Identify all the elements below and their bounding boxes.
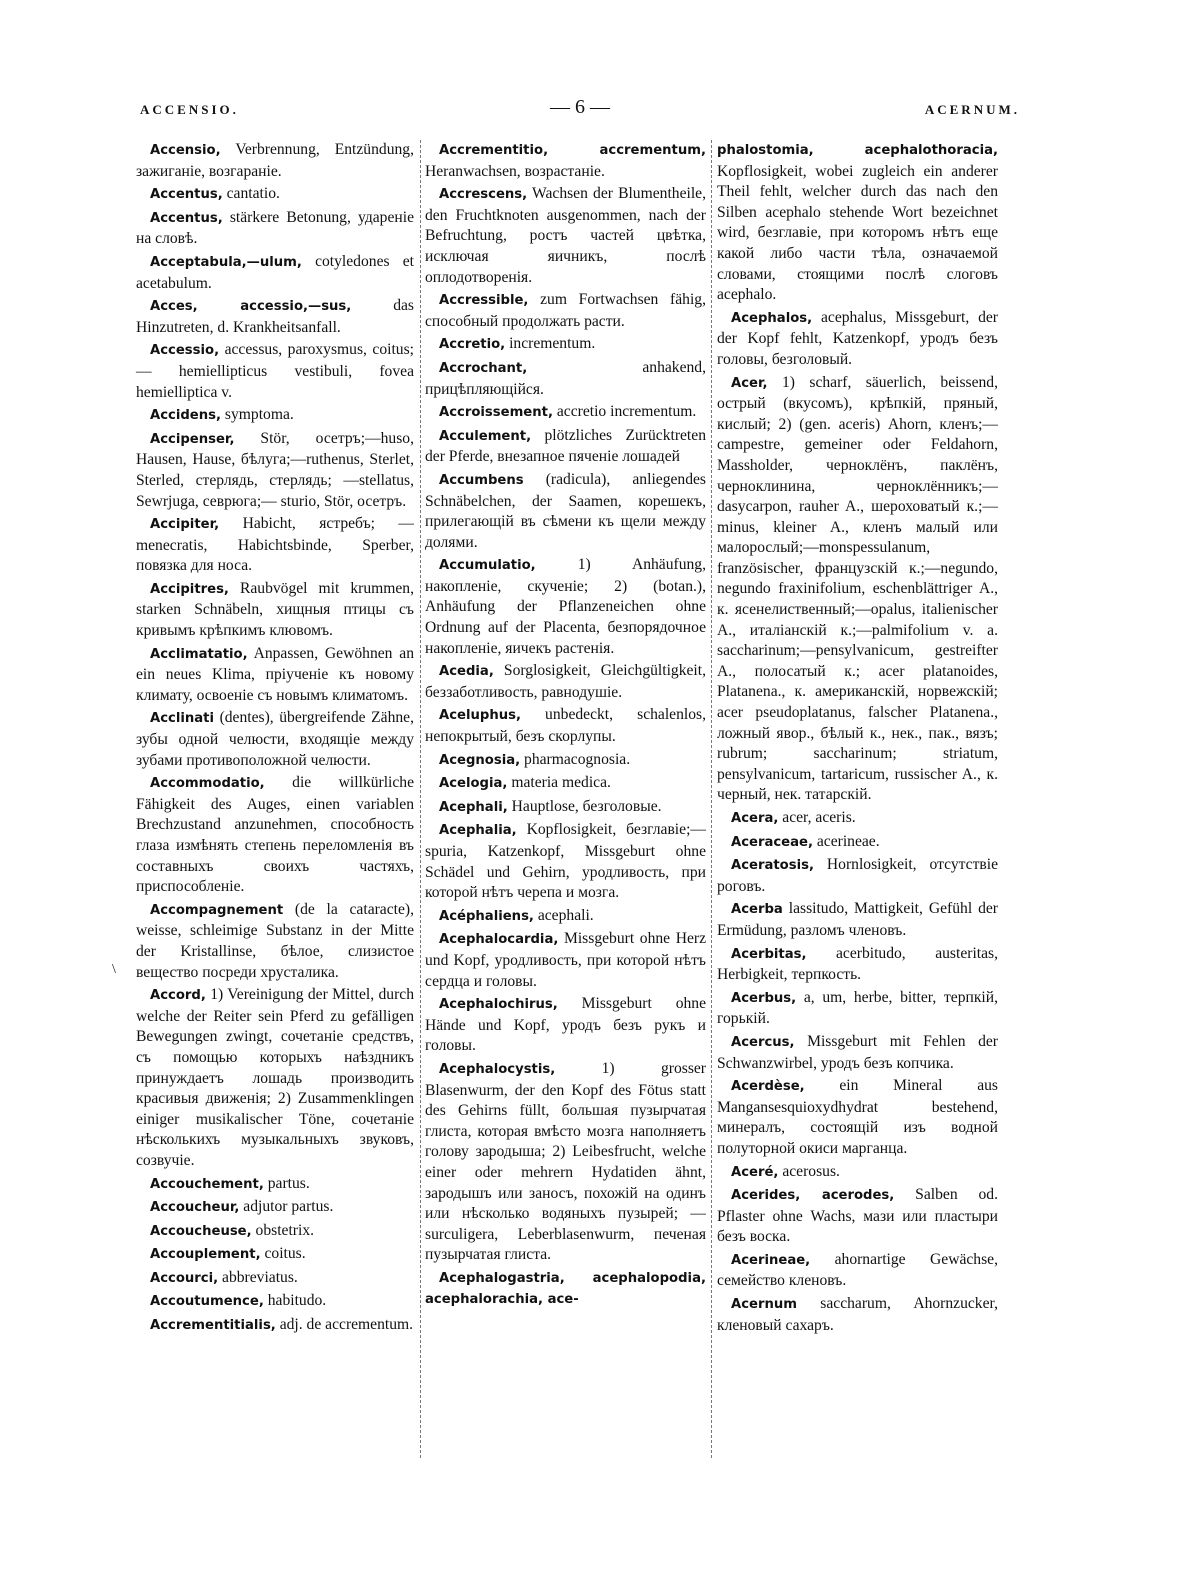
entry-headword: Aceratosis, — [731, 858, 814, 874]
entry-headword: Acephalogastria, acephalopodia, acephalorachia, ace- — [425, 1270, 706, 1308]
entry-headword: Acephalos, — [731, 310, 813, 326]
entry-headword: Acces, accessio,—sus, — [150, 299, 352, 315]
dictionary-entry — [425, 184, 706, 288]
entry-definition: lassitudo, Mattigkeit, Gefühl der Ermüdung, разломъ членовъ. — [717, 900, 998, 939]
dictionary-entry — [425, 1059, 706, 1266]
entry-definition: Sorglosigkeit, Gleichgültigkeit, беззаботливость, равнодушіе. — [425, 662, 706, 701]
entry-definition: Raubvögel mit krummen, starken Schnäbeln, хищныя птицы съ кривымъ крѣпкимъ клювомъ. — [136, 579, 414, 640]
dictionary-entry — [136, 900, 414, 983]
dictionary-entry — [717, 1185, 998, 1248]
entry-definition: acerineae. — [812, 832, 880, 850]
entry-headword: Accensio, — [150, 143, 221, 158]
entry-headword: Accidens, — [150, 408, 221, 424]
dictionary-entry — [425, 358, 706, 400]
entry-definition: acephalus, Missgeburt, der der Kopf fehlt, Katzenkopf, уродъ безъ головы, безголовый. — [717, 308, 998, 368]
column-2 — [425, 140, 706, 1313]
dictionary-entry — [717, 1076, 998, 1159]
entry-definition: Salben od. Pflaster ohne Wachs, мази или пластыри безъ воска. — [717, 1186, 999, 1246]
entry-headword: Acephalochirus, — [439, 997, 558, 1013]
entry-definition: cotyledones et acetabulum. — [136, 252, 414, 292]
dictionary-entry — [425, 705, 706, 747]
dictionary-entry — [136, 1268, 414, 1290]
entry-headword: Accouplement, — [150, 1247, 261, 1263]
dictionary-entry — [717, 855, 998, 897]
entry-headword: Acephalocystis, — [439, 1061, 556, 1077]
dictionary-entry — [717, 1032, 998, 1074]
entry-headword: Accroissement, — [439, 405, 553, 421]
entry-definition: 1) Anhäufung, накопленіе, скученіе; 2) (botan.), Anhäufung der Pflanzeneichen ohne Ordnung auf der Placenta, безпорядочное накопленіе, яичекъ растенія. — [425, 556, 706, 657]
entry-headword: Accrescens, — [439, 187, 528, 203]
entry-definition: zum Fortwachsen fähig, способный продолжать расти. — [425, 291, 706, 330]
header-right-guide-word: ACERNUM. — [924, 102, 1020, 117]
entry-headword: Aceré, — [731, 1164, 779, 1180]
entry-definition: Verbrennung, Entzündung, зажиганіе, возгараніе. — [136, 141, 414, 180]
entry-headword: Accipiter, — [150, 517, 220, 533]
dictionary-entry — [136, 773, 414, 898]
dictionary-entry — [717, 140, 998, 306]
entry-headword: Accumulatio, — [439, 558, 536, 574]
entry-headword: Accressible, — [439, 293, 529, 309]
dictionary-entry — [425, 906, 706, 928]
entry-definition: Missgeburt ohne Hände und Kopf, уродъ безъ рукъ и головы. — [425, 995, 706, 1055]
entry-definition: Hornlosigkeit, отсутствіе роговъ. — [717, 856, 998, 895]
dictionary-entry — [425, 661, 706, 703]
entry-definition: cantatio. — [222, 185, 280, 203]
entry-headword: Acedia, — [439, 664, 494, 680]
entry-headword: Accoucheuse, — [150, 1223, 252, 1239]
entry-headword: Acclinati — [150, 711, 214, 727]
dictionary-entry — [717, 808, 998, 830]
entry-definition: accretio incrementum. — [552, 403, 697, 421]
entry-definition: incrementum. — [505, 335, 596, 353]
entry-definition: acer, aceris. — [778, 809, 856, 826]
dictionary-entry — [136, 184, 414, 206]
dictionary-entry — [425, 820, 706, 903]
entry-headword: Acephalia, — [439, 823, 517, 839]
dictionary-entry — [425, 402, 706, 424]
entry-headword: Accouchement, — [150, 1176, 264, 1192]
entry-headword: Accoucheur, — [150, 1200, 240, 1216]
entry-definition: Anpassen, Gewöhnen an ein neues Klima, пріученіе къ новому климату, освоеніе съ новымъ климатомъ. — [136, 644, 414, 704]
dictionary-entry — [136, 140, 414, 182]
dictionary-entry — [136, 985, 414, 1171]
entry-definition: adjutor partus. — [239, 1198, 334, 1216]
entry-definition: Kopflosigkeit, безглавіе;—spuria, Katzenkopf, Missgeburt ohne Schädel und Gehirn, уродливость, при которой нѣтъ черепа и мозга. — [425, 821, 706, 902]
entry-definition: Heranwachsen, возрастаніе. — [425, 162, 605, 180]
entry-definition: acerbitudo, austeritas, Herbigkeit, терпкость. — [717, 944, 998, 984]
dictionary-entry — [425, 994, 706, 1057]
entry-definition: symptoma. — [221, 406, 294, 424]
entry-definition: (radicula), anliegendes Schnäbelchen, der Saamen, корешекъ, прилегающій въ сѣмени къ щели между долями. — [425, 470, 706, 551]
dictionary-entry — [717, 944, 998, 986]
entry-definition: (dentes), übergreifende Zähne, зубы одной челюсти, входящіе между зубами противоположной челюсти. — [136, 709, 414, 769]
dictionary-entry — [136, 1244, 414, 1266]
entry-headword: Accipitres, — [150, 581, 229, 597]
dictionary-entry — [425, 773, 706, 795]
entry-headword: Accord, — [150, 988, 206, 1004]
dictionary-entry — [717, 899, 998, 941]
dictionary-entry — [425, 797, 706, 819]
entry-headword: Acegnosia, — [439, 752, 521, 768]
entry-headword: Accompagnement — [150, 902, 284, 918]
running-header — [140, 96, 1020, 126]
entry-headword: Acerbus, — [731, 990, 797, 1006]
dictionary-entry — [136, 429, 414, 512]
entry-definition: Missgeburt ohne Herz und Kopf, уродливость, при которой нѣтъ сердца и головы. — [425, 930, 706, 990]
dictionary-entry — [717, 373, 998, 806]
dictionary-entry — [136, 1315, 414, 1337]
entry-definition: Habicht, ястребъ; — menecratis, Habichtsbinde, Sperber, повязка для носа. — [136, 515, 414, 575]
entry-headword: Acerba — [731, 902, 783, 918]
entry-headword: Acéphaliens, — [439, 908, 534, 924]
entry-headword: Accrementitio, accrementum, — [439, 143, 706, 158]
entry-definition: anhakend, прицѣпляющійся. — [425, 358, 706, 398]
entry-headword: Acelogia, — [439, 776, 508, 792]
entry-definition: ahornartige Gewächse, семейство кленовъ. — [717, 1250, 998, 1290]
dictionary-entry — [136, 252, 414, 294]
margin-mark: \ — [112, 962, 116, 977]
dictionary-entry — [136, 514, 414, 577]
entry-headword: Accentus, — [150, 210, 223, 226]
dictionary-entry — [136, 644, 414, 707]
entry-definition: Missgeburt mit Fehlen der Schwanzwirbel, уродъ безъ копчика. — [717, 1032, 998, 1072]
dictionary-entry — [136, 296, 414, 338]
entry-definition: acerosus. — [778, 1162, 840, 1180]
entry-definition: Hauptlose, безголовые. — [507, 797, 662, 815]
page-number: — 6 — — [550, 96, 610, 118]
entry-definition: die willkürliche Fähigkeit des Auges, einen variablen Brechzustand anzunehmen, способность глаза измѣнять степень переломленія въ составныхъ своихъ частяхъ, приспособленіе. — [136, 774, 414, 896]
entry-definition: ein Mineral aus Mangansesquioxydhydrat bestehend, минералъ, состоящій изъ водной полуторной окиси марганца. — [717, 1077, 998, 1157]
entry-headword: Acephali, — [439, 799, 508, 815]
entry-definition: stärkere Betonung, удареніе на словѣ. — [136, 208, 414, 248]
entry-definition: materia medica. — [507, 774, 611, 792]
entry-definition: partus. — [263, 1174, 310, 1192]
entry-headword: Acerbitas, — [731, 946, 807, 962]
entry-headword: Accretio, — [439, 337, 506, 353]
dictionary-entry — [136, 1221, 414, 1243]
entry-headword: Accommodatio, — [150, 776, 265, 792]
entry-definition: (de la cataracte), weisse, schleimige Substanz in der Mitte der Kristallinse, бѣлое, слизистое вещество посреди хрусталика. — [136, 900, 414, 981]
entry-headword: Accrochant, — [439, 360, 528, 376]
column-rule-1 — [420, 140, 421, 1458]
dictionary-entry — [425, 470, 706, 553]
entry-headword: Acer, — [731, 375, 768, 391]
entry-definition: coitus. — [260, 1245, 306, 1263]
entry-headword: Acernum — [731, 1297, 797, 1313]
dictionary-entry — [717, 1162, 998, 1184]
dictionary-entry — [136, 405, 414, 427]
entry-headword: Acercus, — [731, 1034, 795, 1050]
entry-headword: Accrementitialis, — [150, 1318, 276, 1334]
entry-definition: pharmacognosia. — [520, 750, 631, 768]
dictionary-entry — [425, 140, 706, 182]
entry-headword: Accipenser, — [150, 431, 235, 447]
entry-definition: habitudo. — [263, 1292, 327, 1310]
dictionary-entry — [136, 708, 414, 771]
column-3 — [717, 140, 998, 1338]
entry-headword: Acceptabula,—ulum, — [150, 254, 302, 270]
entry-headword: Aceraceae, — [731, 834, 813, 850]
dictionary-entry — [425, 750, 706, 772]
entry-headword: Accumbens — [439, 472, 524, 488]
dictionary-entry — [425, 555, 706, 659]
entry-definition: Stör, осетръ;—huso, Hausen, Hause, бѣлуга;—ruthenus, Sterlet, Sterled, стерлядь, стерлядь; —stellatus, Sewrjuga, севрюга;— sturio, Stör, осетръ. — [136, 429, 414, 510]
entry-definition: a, um, herbe, bitter, терпкій, горькій. — [717, 988, 998, 1028]
dictionary-entry — [425, 334, 706, 356]
column-rule-2 — [711, 140, 712, 1458]
column-1 — [136, 140, 414, 1339]
entry-headword: Acerdèse, — [731, 1079, 805, 1095]
entry-definition: saccharum, Ahornzucker, кленовый сахаръ. — [717, 1295, 998, 1334]
entry-headword: Accoutumence, — [150, 1294, 264, 1310]
header-left-guide-word: ACCENSIO. — [140, 102, 239, 117]
entry-definition: plötzliches Zurücktreten der Pferde, внезапное пяченіе лошадей — [425, 426, 706, 466]
dictionary-entry — [717, 1294, 998, 1336]
entry-definition: unbedeckt, schalenlos, непокрытый, безъ скорлупы. — [425, 706, 706, 746]
entry-headword: Aceluphus, — [439, 708, 521, 724]
entry-definition: 1) Vereinigung der Mittel, durch welche der Reiter sein Pferd zu gefälligen Bewegungen zwingt, сочетаніе средствъ, съ помощью которыхъ наѣздникъ принуждаетъ лошадь производить красивыя движенія; 2) Zusammenklingen einiger musikalischer Töne, сочетаніе нѣсколькихъ музыкальныхъ звуковъ, созвучіе. — [136, 986, 414, 1169]
entry-definition: acephali. — [533, 906, 594, 924]
entry-headword: Acera, — [731, 811, 779, 826]
dictionary-entry — [717, 832, 998, 854]
dictionary-entry — [136, 1291, 414, 1313]
entry-definition: das Hinzutreten, d. Krankheitsanfall. — [136, 297, 414, 336]
entry-definition: abbreviatus. — [218, 1268, 298, 1286]
dictionary-entry — [136, 340, 414, 403]
entry-headword: Acerides, acerodes, — [731, 1188, 895, 1204]
dictionary-entry — [717, 308, 998, 371]
dictionary-entry — [425, 290, 706, 332]
entry-headword: Accourci, — [150, 1270, 219, 1286]
entry-headword: Accentus, — [150, 187, 223, 203]
entry-headword: Accessio, — [150, 343, 220, 359]
dictionary-entry — [425, 929, 706, 992]
entry-definition: adj. de accrementum. — [275, 1316, 414, 1334]
entry-definition: 1) scharf, säuerlich, beissend, острый (вкусомъ), крѣпкій, пряный, кислый; 2) (gen. aceris) Ahorn, кленъ;—campestre, gemeiner oder Feldahorn, Massholder, черноклёнъ, паклёнъ, черноклинина, черноклённикъ;—dasycarpon, rauher A., шероховатый к.;—minus, kleiner A., кленъ малый или малорослый;—monspessulanum, französischer, французскій к.;—negundo, negundo fraxinifolium, eschenblättriger A., к. ясенелиственный;—opalus, italienischer A., италіанскій к.;—palmifolium v. a. saccharinum;—pensylvanicum, gestreifter A., полосатый к.; acer platanoides, Platanena., к. американскій, норвежскій; acer pseudoplatanus, falscher Platanena., ложный явор., бѣлый к., нек., пак., вязъ; rubrum; saccharinum; striatum, pensylvanicum, tartaricum, russischer A., к. черный, нек. татарскій. — [717, 373, 998, 804]
dictionary-entry — [136, 1174, 414, 1196]
entry-headword: phalostomia, acephalothoracia, — [717, 143, 998, 158]
dictionary-entry — [136, 208, 414, 250]
entry-headword: Acclimatatio, — [150, 646, 248, 662]
dictionary-entry — [425, 1268, 706, 1311]
entry-definition: obstetrix. — [251, 1221, 315, 1239]
entry-definition: accessus, paroxysmus, coitus; — hemiellipticus vestibuli, fovea hemielliptica v. — [136, 341, 414, 401]
entry-headword: Acephalocardia, — [439, 932, 559, 948]
entry-definition: Wachsen der Blumentheile, den Fruchtknoten ausgenommen, nach der Befruchtung, ростъ частей цвѣтка, исключая яичникъ, послѣ оплодотворенія. — [425, 185, 706, 286]
entry-definition: Kopflosigkeit, wobei zugleich ein anderer Theil fehlt, welcher durch das nach den Silben acephalo stehende Wort bezeichnet wird, безглавіе, при которомъ нѣтъ еще какой либо части тѣла, означаемой словами, стоящими послѣ слоговъ acephalo. — [717, 162, 998, 304]
dictionary-entry — [136, 579, 414, 642]
entry-headword: Acerineae, — [731, 1252, 811, 1268]
dictionary-entry — [717, 988, 998, 1030]
dictionary-entry — [425, 426, 706, 468]
dictionary-entry — [136, 1197, 414, 1219]
dictionary-entry — [717, 1250, 998, 1292]
entry-headword: Acculement, — [439, 428, 532, 444]
entry-definition: 1) grosser Blasenwurm, der den Kopf des Fötus statt des Gehirns füllt, большая пузырчатая глиста, которая вмѣсто мозга наполняетъ голову зародыша; 2) Leibesfrucht, welche einer oder mehrern Hydatiden ähnt, зародышъ или заносъ, похожій на одинъ или нѣсколько водяныхъ пузырей; — surculigera, Leberblasenwurm, печеная пузырчатая глиста. — [425, 1059, 706, 1264]
